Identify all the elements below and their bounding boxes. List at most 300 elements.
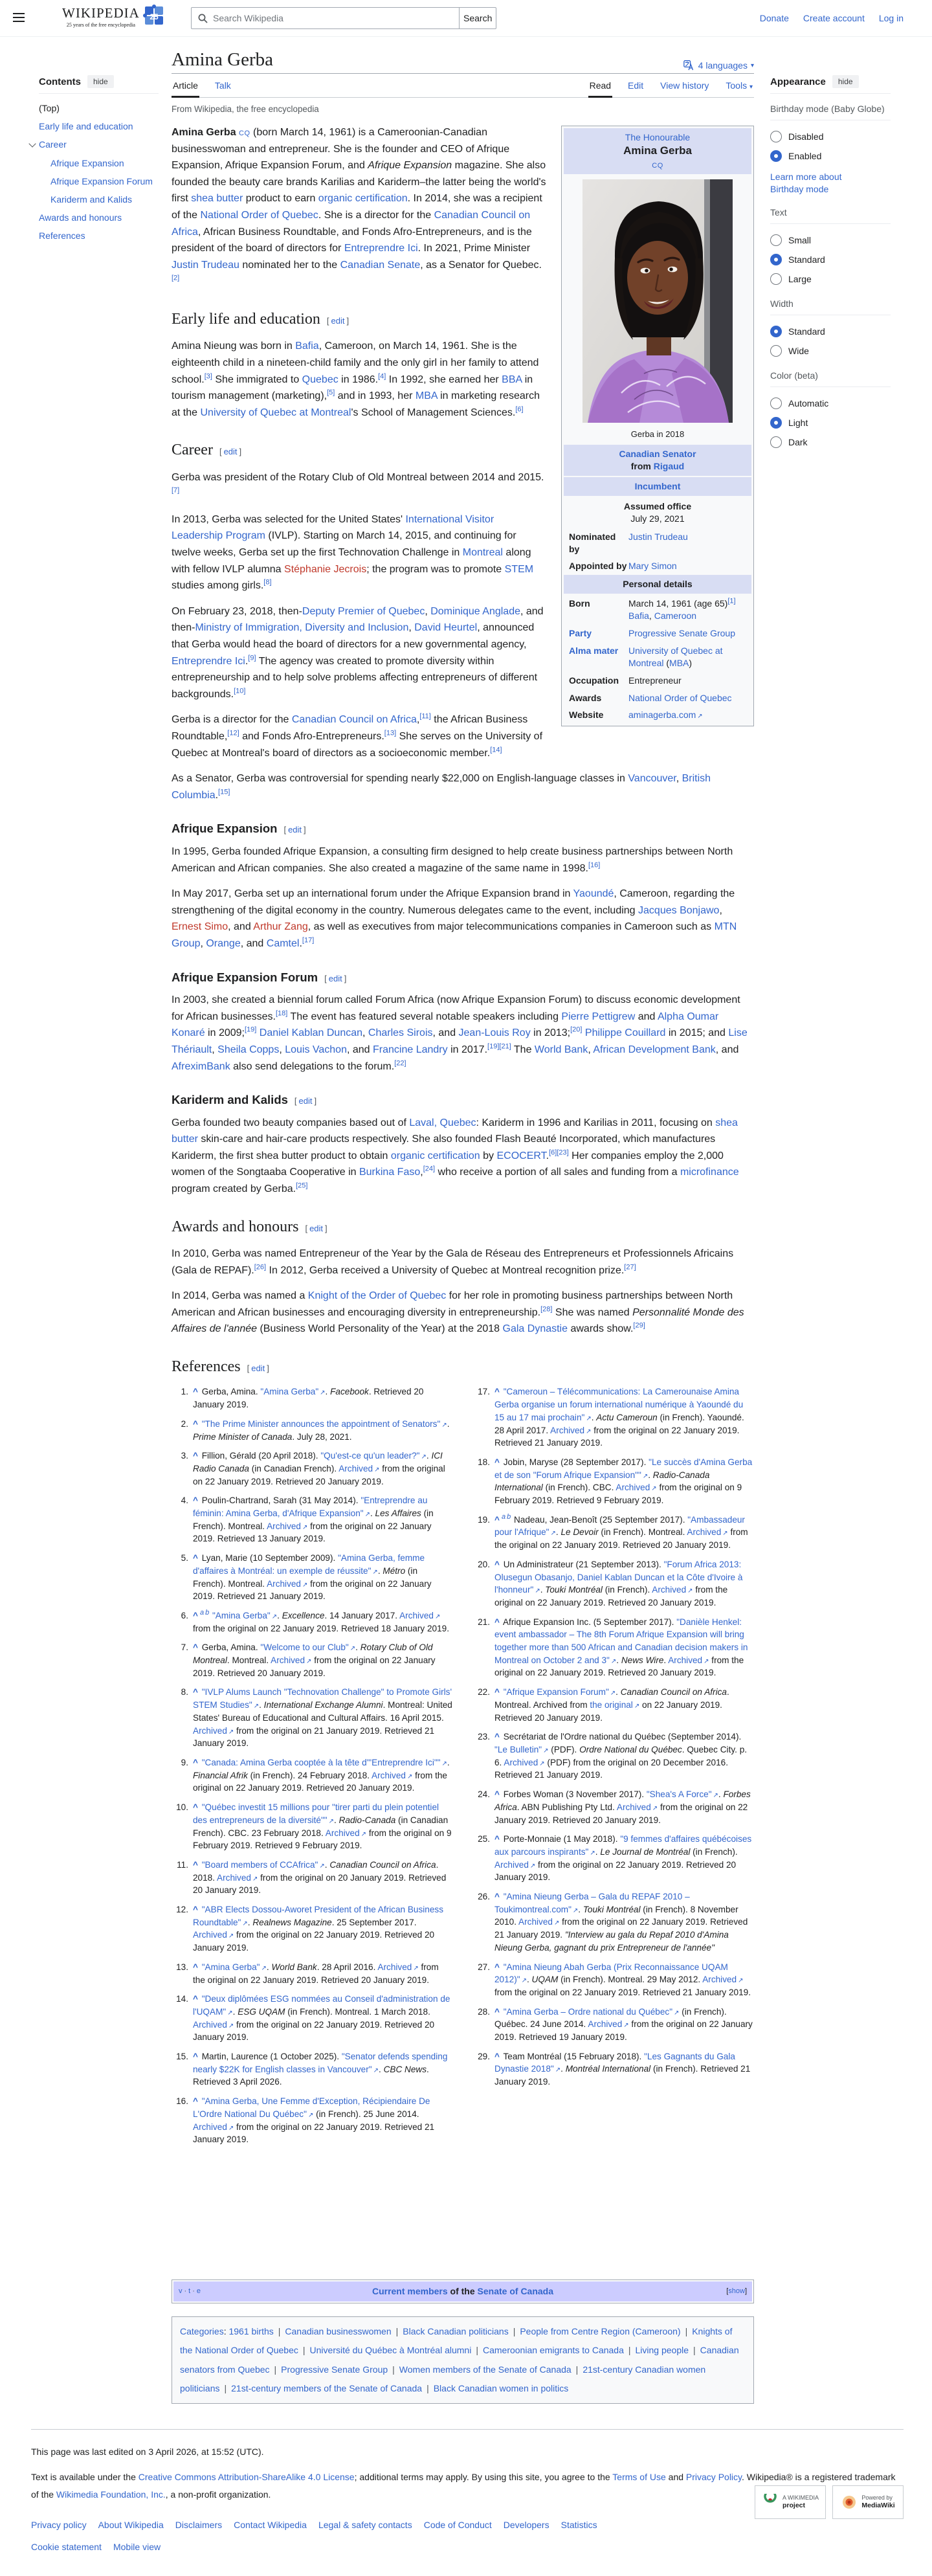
ref-backlink[interactable]: b [205, 1609, 210, 1617]
category-link[interactable]: Université du Québec à Montréal alumni [309, 2345, 472, 2356]
edit-link[interactable]: edit [223, 447, 238, 457]
wiki-link[interactable]: MBA [415, 390, 438, 402]
wiki-link[interactable]: International Visitor Leadership Program [172, 513, 494, 542]
ref-marker-link[interactable]: [6] [515, 405, 524, 414]
header-link-log-in[interactable]: Log in [878, 13, 904, 23]
external-link[interactable]: "Amina Gerba – Ordre national du Québec" ↗ [503, 2006, 680, 2017]
footer-link-statistics[interactable]: Statistics [560, 2520, 597, 2531]
ref-backlink[interactable]: ^ [193, 1802, 198, 1813]
ref-backlink[interactable]: ^ [193, 1387, 198, 1397]
ref-marker-link[interactable]: [15] [218, 788, 230, 796]
wiki-link[interactable]: Privacy Policy [685, 2472, 742, 2482]
edit-link[interactable]: edit [288, 825, 302, 835]
ref-backlink[interactable]: ^ [494, 1892, 500, 1902]
ref-marker-link[interactable]: [11] [419, 713, 431, 721]
external-link-icon: ↗ [674, 2009, 680, 2017]
wiki-link[interactable]: Sheila Copps [217, 1044, 280, 1055]
wiki-link[interactable]: Justin Trudeau [628, 531, 688, 542]
reference-number: 7. [181, 1642, 188, 1653]
ref-backlink[interactable]: ^ [193, 1994, 198, 2004]
reference-text: ^ Gerba, Amina. "Welcome to our Club" ↗. Rotary Club of Old Montreal. Montreal. Archived ↗ from the original on 22 January 2019. Retrieved 20 January 2019. [193, 1642, 436, 1678]
ref-backlink[interactable]: ^ [494, 1457, 500, 1467]
sidebar-item-afrique-expansion-forum[interactable] [39, 172, 159, 190]
wiki-link[interactable]: Mary Simon [628, 561, 677, 572]
ref-backlink[interactable]: ^ [193, 1495, 198, 1506]
infobox-honorific[interactable]: The Honourable [625, 132, 691, 142]
category-link[interactable]: Black Canadian women in politics [433, 2382, 569, 2393]
wiki-link[interactable]: World Bank [534, 1044, 588, 1055]
wiki-link[interactable]: National Order of Quebec [628, 692, 732, 703]
tab-read[interactable]: Read [588, 75, 612, 98]
radio-option-light[interactable] [770, 413, 891, 432]
ref-marker-link[interactable]: [3] [204, 372, 212, 381]
categories-label-link[interactable]: Categories [180, 2325, 224, 2336]
ref-backlink[interactable]: ^ [193, 1553, 198, 1563]
radio-button[interactable] [770, 398, 782, 409]
sidebar-item-early-life-and-education[interactable] [39, 117, 159, 135]
portrait-photo[interactable] [564, 175, 751, 427]
reference-item [473, 2006, 754, 2044]
ref-marker-link[interactable]: [17] [302, 936, 315, 945]
radio-option-wide[interactable] [770, 341, 891, 361]
external-link[interactable]: "Shea's A Force" ↗ [646, 1789, 718, 1800]
external-link[interactable]: "Le Bulletin" ↗ [494, 1744, 549, 1754]
navbox-e-link[interactable]: e [196, 2287, 201, 2295]
ref-marker-link[interactable]: [6] [549, 1148, 557, 1157]
ref-backlink[interactable]: ^ [494, 2006, 500, 2017]
ref-marker-link[interactable]: [2] [172, 274, 180, 283]
ref-backlink[interactable]: ^ [193, 2096, 198, 2107]
external-link[interactable]: "Canada: Amina Gerba cooptée à la tête d'"Entreprendre Ici"" ↗ [201, 1757, 447, 1767]
appearance-learn-more-link[interactable]: Learn more about Birthday mode [770, 171, 842, 195]
wiki-link[interactable]: Justin Trudeau [172, 259, 239, 271]
ref-marker-link[interactable]: [14] [490, 746, 502, 754]
footer-link-code-of-conduct[interactable]: Code of Conduct [423, 2520, 492, 2531]
category-link[interactable]: Living people [635, 2345, 689, 2356]
external-link[interactable]: Archived ↗ [217, 1872, 258, 1883]
external-link[interactable]: Archived ↗ [267, 1578, 308, 1589]
category-link[interactable]: 21st-century members of the Senate of Canada [231, 2382, 423, 2393]
reference-number: 26. [478, 1892, 490, 1902]
category-link[interactable]: Canadian senators from Quebec [180, 2345, 739, 2375]
category-link[interactable]: Knights of the National Order of Quebec [180, 2325, 733, 2356]
wikipedia-logo[interactable] [62, 5, 166, 30]
radio-option-small[interactable] [770, 230, 891, 250]
edit-link[interactable]: edit [251, 1363, 265, 1374]
external-link[interactable]: Archived ↗ [702, 1975, 744, 1985]
external-link[interactable]: "Le succès d'Amina Gerba et de son "Forum Afrique Expansion"" ↗ [494, 1457, 753, 1480]
radio-button[interactable] [770, 131, 782, 142]
search-button[interactable]: Search [459, 7, 496, 29]
external-link[interactable]: Archived ↗ [687, 1527, 728, 1538]
ref-marker-link[interactable]: [4] [378, 372, 386, 381]
radio-button[interactable] [770, 234, 782, 246]
external-link[interactable]: "Amina Gerba" ↗ [260, 1387, 326, 1397]
external-link[interactable]: "Amina Nieung Gerba – Gala du REPAF 2010 – Toukimontreal.com" ↗ [494, 1892, 690, 1914]
wiki-link[interactable]: Camtel [266, 937, 300, 949]
external-link[interactable]: Archived ↗ [377, 1962, 419, 1972]
wiki-link[interactable]: National Order of Quebec [200, 209, 318, 221]
search-input[interactable] [191, 7, 460, 29]
edit-link[interactable]: edit [298, 1096, 313, 1106]
radio-button[interactable] [770, 345, 782, 357]
category-link[interactable]: People from Centre Region (Cameroon) [520, 2325, 681, 2336]
external-link[interactable]: Archived ↗ [193, 1930, 234, 1940]
infobox-row-label[interactable]: Alma mater [569, 645, 619, 656]
ref-backlink[interactable]: ^ [193, 1642, 198, 1653]
external-link[interactable]: "Entreprendre au féminin: Amina Gerba, d'Afrique Expansion" ↗ [193, 1495, 428, 1519]
wiki-link[interactable]: Quebec [302, 374, 338, 385]
tab-tools[interactable]: Tools ▾ [726, 80, 753, 91]
external-link[interactable]: "Forum Africa 2013: Olusegun Obasanjo, Daniel Kablan Duncan et la Côte d'Ivoire à l'honneur" ↗ [494, 1559, 743, 1595]
external-link[interactable]: "Amina Gerba, femme d'affaires à Montréal: un exemple de réussite" ↗ [193, 1553, 425, 1576]
wiki-link[interactable]: Alpha Oumar Konaré [172, 1011, 719, 1039]
external-link[interactable]: "Amina Gerba, Une Femme d'Exception, Récipiendaire De L'Ordre National Du Québec" ↗ [193, 2096, 430, 2119]
wiki-link[interactable]: Canadian Council on Africa [291, 714, 417, 726]
wiki-link[interactable]: David Heurtel [414, 622, 478, 634]
external-link[interactable]: "IVLP Alums Launch "Technovation Challenge" to Promote Girls' STEM Studies" ↗ [193, 1687, 452, 1710]
ref-marker-link[interactable]: [22] [394, 1059, 406, 1068]
wiki-link[interactable]: Entreprendre Ici [344, 243, 418, 254]
wiki-link[interactable]: shea butter [191, 193, 243, 205]
ref-backlink[interactable]: ^ [494, 1789, 500, 1800]
radio-button[interactable] [770, 254, 782, 265]
wiki-link[interactable]: Cameroon [654, 610, 697, 622]
wiki-link[interactable]: Wikimedia Foundation, Inc. [56, 2489, 166, 2500]
wiki-link[interactable]: Lise Thériault [172, 1027, 748, 1055]
external-link[interactable]: "Danièle Henkel: event ambassador – The 8th Forum Afrique Expansion will bring together more than 500 African and Canadian decision makers in Montreal on October 2 and 3" ↗ [494, 1617, 748, 1665]
wiki-link[interactable]: microfinance [680, 1167, 739, 1178]
ref-marker-link[interactable]: [27] [624, 1263, 636, 1271]
external-link[interactable]: Archived ↗ [518, 1917, 560, 1927]
external-link[interactable]: "Deux diplômées ESG nommées au Conseil d'administration de l'UQAM" ↗ [193, 1994, 450, 2017]
header-link-donate[interactable]: Donate [759, 13, 789, 23]
wiki-link[interactable]: Orange [206, 937, 241, 949]
ref-marker-link[interactable]: [29] [633, 1322, 645, 1330]
category-link[interactable]: Canadian businesswomen [285, 2325, 392, 2336]
infobox-office-link[interactable]: Canadian Senator [619, 449, 696, 460]
ref-backlink[interactable]: ^ [494, 1617, 500, 1627]
reference-text: ^ "Afrique Expansion Forum" ↗. Canadian Council on Africa. Montreal. Archived from the original ↗ on 22 January 2019. Retrieved 20 January 2019. [494, 1687, 729, 1723]
external-link[interactable]: "Québec investit 15 millions pour "tirer parti du plein potentiel des entrepreneurs de la diversité"" ↗ [193, 1802, 439, 1825]
wiki-link[interactable]: MBA [669, 657, 689, 668]
external-link[interactable]: "Ambassadeur pour l'Afrique" ↗ [494, 1514, 745, 1538]
ref-marker-link[interactable]: [8] [263, 578, 272, 587]
tab-edit[interactable]: Edit [628, 80, 644, 91]
wiki-link[interactable]: Philippe Couillard [584, 1027, 666, 1039]
wiki-link[interactable]: Yaoundé [573, 888, 614, 900]
wiki-link[interactable]: shea butter [172, 1117, 738, 1145]
ref-backlink[interactable]: ^ [494, 1387, 500, 1397]
ref-marker-link[interactable]: [9] [248, 654, 256, 662]
external-link[interactable]: Archived ↗ [504, 1757, 545, 1767]
wiki-link[interactable]: Daniel Kablan Duncan [259, 1027, 363, 1039]
ref-marker-link[interactable]: [19] [244, 1025, 257, 1034]
infobox-row-party [564, 625, 751, 642]
external-link[interactable]: "Amina Nieung Abah Gerba (Prix Reconnaissance UQAM 2012)" ↗ [494, 1962, 728, 1985]
footer-link-legal-safety-contacts[interactable]: Legal & safety contacts [318, 2520, 412, 2531]
external-link[interactable]: Archived ↗ [267, 1521, 308, 1531]
header-link-create-account[interactable]: Create account [803, 13, 865, 23]
wiki-link[interactable]: Jean-Louis Roy [458, 1027, 531, 1039]
edit-link[interactable]: edit [309, 1223, 324, 1233]
ref-backlink[interactable]: ^ [193, 1905, 198, 1915]
languages-button[interactable]: 4 languages ▾ [683, 60, 754, 71]
wiki-link[interactable]: Louis Vachon [285, 1044, 347, 1055]
contents-hide-button[interactable]: hide [87, 75, 114, 88]
radio-button[interactable] [770, 273, 782, 285]
wiki-link[interactable]: Canadian Council on Africa [172, 209, 531, 238]
edit-link[interactable]: edit [331, 315, 345, 326]
appearance-hide-button[interactable]: hide [832, 75, 859, 88]
category-link[interactable]: Black Canadian politicians [403, 2325, 509, 2336]
category-link[interactable]: Progressive Senate Group [281, 2364, 388, 2375]
external-link[interactable]: Archived ↗ [588, 2019, 629, 2030]
footer-link-contact-wikipedia[interactable]: Contact Wikipedia [234, 2520, 307, 2531]
sidebar-item-afrique-expansion[interactable] [39, 154, 159, 172]
ref-marker-link[interactable]: [16] [588, 861, 601, 869]
radio-option-standard[interactable] [770, 322, 891, 341]
section-edit [305, 1224, 327, 1233]
wiki-link[interactable]: Francine Landry [373, 1044, 448, 1055]
wiki-link[interactable]: organic certification [318, 193, 408, 205]
chevron-down-icon[interactable] [28, 140, 36, 148]
external-link[interactable]: "Senator defends spending nearly $22K for English classes in Vancouver" ↗ [193, 2052, 448, 2074]
ref-marker [263, 579, 271, 587]
wiki-link[interactable]: ECOCERT [496, 1150, 546, 1161]
ref-backlink[interactable]: ^ [193, 1451, 198, 1461]
ref-backlink[interactable]: b [507, 1513, 511, 1521]
show-link[interactable]: show [728, 2287, 745, 2295]
ref-marker-link[interactable]: [20] [570, 1025, 582, 1034]
external-link[interactable]: aminagerba.com ↗ [628, 710, 703, 721]
ref-marker-link[interactable]: [5] [327, 388, 335, 397]
category-link[interactable]: 21st-century Canadian women politicians [180, 2364, 706, 2393]
wiki-link[interactable]: Charles Sirois [368, 1027, 433, 1039]
wiki-link[interactable]: Burkina Faso [359, 1167, 421, 1178]
external-link[interactable]: "Welcome to our Club" ↗ [260, 1642, 356, 1653]
ref-marker-link[interactable]: [1] [727, 597, 736, 605]
wiki-link[interactable]: AfreximBank [172, 1060, 230, 1072]
footer-link-cookie-statement[interactable]: Cookie statement [31, 2542, 102, 2553]
ref-backlink[interactable]: ^ [494, 1962, 500, 1972]
external-link[interactable]: "Board members of CCAfrica" ↗ [201, 1859, 325, 1870]
ref-backlink[interactable]: ^ [494, 1514, 500, 1525]
wiki-link[interactable]: Senate of Canada [477, 2286, 554, 2297]
external-link-icon: ↗ [722, 1530, 728, 1538]
postnominal-link[interactable]: CQ [239, 129, 250, 137]
external-link[interactable]: "Afrique Expansion Forum" ↗ [503, 1687, 616, 1697]
wiki-link[interactable]: Dominique Anglade [430, 605, 520, 617]
external-link[interactable]: Archived ↗ [325, 1828, 367, 1838]
wikimedia-badge[interactable]: A WIKIMEDIA project [755, 2485, 826, 2519]
reference-text: ^ "The Prime Minister announces the appointment of Senators" ↗. Prime Minister of Canada. July 28, 2021. [193, 1418, 450, 1442]
wiki-link[interactable]: organic certification [390, 1150, 480, 1161]
radio-option-enabled[interactable] [770, 146, 891, 166]
external-link[interactable]: Archived ↗ [372, 1770, 413, 1780]
footer-link-developers[interactable]: Developers [503, 2520, 549, 2531]
ref-backlink[interactable]: ^ [193, 1757, 198, 1767]
ref-backlink[interactable]: ^ [193, 1962, 198, 1972]
wiki-link[interactable]: Pierre Pettigrew [561, 1011, 636, 1022]
sidebar-item-career[interactable] [39, 135, 159, 153]
wiki-link[interactable]: MTN Group [172, 921, 737, 949]
wiki-link[interactable]: Gala Dynastie [502, 1323, 568, 1335]
red-link[interactable]: Ernest Simo [172, 921, 228, 933]
italic-text: Métro [383, 1565, 406, 1576]
radio-option-disabled[interactable] [770, 127, 891, 146]
wiki-link[interactable]: BBA [502, 374, 522, 385]
external-link[interactable]: Archived ↗ [550, 1425, 592, 1435]
wiki-link[interactable]: Creative Commons Attribution-ShareAlike 4.0 License [138, 2472, 355, 2482]
wiki-link[interactable]: Canadian Senate [340, 259, 421, 271]
ref-backlink[interactable]: a [501, 1513, 506, 1521]
categories-box: Categories: 1961 births | Canadian businesswomen | Black Canadian politicians | People from Centre Region (Cameroon) | Knights of the National Order of Quebec | Université du Québec à Montréal alumni | Cameroonian emigrants to Canada | Living people | Canadian senators from Quebec | Progressive Senate Group | Women members of the Senate of Canada | 21st-century Canadian women politicians | 21st-century members of the Senate of Canada | Black Canadian women in politics [172, 2316, 754, 2404]
ref-backlink[interactable]: ^ [494, 1559, 500, 1569]
wiki-link[interactable]: STEM [504, 563, 534, 575]
external-link[interactable]: Archived ↗ [616, 1802, 658, 1812]
italic-text: Les Affaires [375, 1508, 421, 1519]
infobox-incumbent-link[interactable]: Incumbent [634, 480, 681, 491]
infobox-postnominal[interactable]: CQ [652, 161, 663, 170]
ref-backlink[interactable]: ^ [494, 2051, 500, 2061]
tab-talk[interactable]: Talk [214, 80, 231, 91]
sidebar-item--top-[interactable] [39, 99, 159, 117]
wiki-link[interactable]: University of Quebec at Montreal [200, 407, 351, 418]
footer-link-about-wikipedia[interactable]: About Wikipedia [98, 2520, 164, 2531]
tab-article[interactable]: Article [172, 75, 199, 98]
wiki-link[interactable]: Current members [372, 2286, 448, 2297]
wiki-link[interactable]: Knight of the Order of Quebec [307, 1290, 447, 1302]
references-column [473, 1385, 754, 2094]
wiki-link[interactable]: British Columbia [172, 773, 711, 801]
wiki-link[interactable]: African Development Bank [593, 1044, 716, 1055]
wiki-link[interactable]: Bafia [295, 341, 319, 352]
external-link[interactable]: Archived ↗ [652, 1585, 693, 1595]
external-link[interactable]: Archived ↗ [616, 1483, 657, 1493]
red-link[interactable]: Stéphanie Jecrois [284, 563, 367, 575]
external-link[interactable]: "Amina Gerba" ↗ [201, 1962, 267, 1972]
external-link[interactable]: Archived ↗ [193, 1725, 234, 1736]
footer-link-disclaimers[interactable]: Disclaimers [175, 2520, 223, 2531]
reference-text: ^ Gerba, Amina. "Amina Gerba" ↗. Facebook. Retrieved 20 January 2019. [193, 1387, 424, 1410]
navbox-v-link[interactable]: v [179, 2287, 183, 2295]
ref-marker-link[interactable]: [10] [234, 687, 246, 695]
ref-marker-link[interactable]: [12] [227, 729, 239, 737]
sidebar-item-references[interactable] [39, 227, 159, 245]
category-link[interactable]: 1961 births [228, 2325, 274, 2336]
external-link[interactable]: "ABR Elects Dossou-Aworet President of the African Business Roundtable" ↗ [193, 1905, 444, 1927]
external-link[interactable]: "Les Gagnants du Gala Dynastie 2018" ↗ [494, 2051, 735, 2074]
external-link[interactable]: "Amina Gerba" ↗ [212, 1610, 278, 1620]
ref-backlink[interactable]: ^ [193, 1859, 198, 1870]
external-link[interactable]: Archived ↗ [271, 1655, 312, 1666]
radio-button[interactable] [770, 326, 782, 337]
radio-button[interactable] [770, 417, 782, 429]
radio-option-standard[interactable] [770, 250, 891, 269]
ref-marker-link[interactable]: [26] [254, 1263, 267, 1271]
external-link[interactable]: Archived ↗ [399, 1610, 441, 1620]
infobox-row-value: March 14, 1961 (age 65)[1] Bafia, Cameroon [628, 597, 736, 622]
infobox-row-label[interactable]: Party [569, 627, 592, 638]
radio-button[interactable] [770, 436, 782, 448]
menu-icon[interactable] [13, 13, 25, 22]
external-link[interactable]: "Qu'est-ce qu'un leader?" ↗ [320, 1451, 427, 1461]
ref-backlink[interactable]: ^ [494, 1687, 500, 1697]
external-link[interactable]: Archived ↗ [193, 2019, 234, 2030]
reference-number: 13. [176, 1962, 188, 1972]
wiki-link[interactable]: University of Quebec at Montreal [628, 645, 723, 668]
wiki-link[interactable]: Vancouver [628, 773, 676, 785]
mediawiki-badge[interactable]: Powered by MediaWiki [832, 2485, 904, 2519]
ref-marker-link[interactable]: [19] [487, 1042, 500, 1051]
ref-marker-link[interactable]: [28] [540, 1305, 553, 1314]
sidebar-item-kariderm-and-kalids[interactable] [39, 190, 159, 208]
radio-option-automatic[interactable] [770, 394, 891, 413]
ref-backlink[interactable]: ^ [193, 1610, 198, 1620]
ref-marker-link[interactable]: [13] [384, 729, 397, 737]
ref-backlink[interactable]: ^ [193, 2052, 198, 2062]
ref-backlink[interactable]: a [199, 1609, 205, 1617]
radio-button[interactable] [770, 150, 782, 162]
external-link[interactable]: "Cameroun – Télécommunications: La Camerounaise Amina Gerba organise un forum international numérique à Yaoundé du 15 au 17 mai prochain" ↗ [494, 1387, 744, 1422]
external-link[interactable]: Archived ↗ [193, 2122, 234, 2132]
wiki-link[interactable]: Bafia [628, 610, 649, 622]
external-link-icon: ↗ [697, 713, 703, 721]
ref-marker-link[interactable]: [18] [275, 1009, 288, 1018]
wiki-link[interactable]: Deputy Premier of Quebec [302, 605, 425, 617]
ref-marker-link[interactable]: [7] [172, 486, 180, 495]
radio-option-dark[interactable] [770, 432, 891, 452]
wiki-link[interactable]: Progressive Senate Group [628, 627, 735, 638]
sidebar-item-awards-and-honours[interactable] [39, 208, 159, 227]
bracket: [ [219, 447, 222, 457]
ref-marker-link[interactable]: [21] [499, 1042, 511, 1051]
wiki-link[interactable]: Laval, Quebec [409, 1117, 476, 1128]
external-link[interactable]: "9 femmes d'affaires québécoises aux parcours inspirants" ↗ [494, 1834, 752, 1857]
ref-backlink[interactable]: ^ [193, 1687, 198, 1697]
external-link[interactable]: "The Prime Minister announces the appointment of Senators" ↗ [201, 1418, 447, 1429]
external-link[interactable]: Archived ↗ [494, 1859, 536, 1870]
footer-link-mobile-view[interactable]: Mobile view [113, 2542, 161, 2553]
reference-text: ^ Poulin-Chartrand, Sarah (31 May 2014). "Entreprendre au féminin: Amina Gerba, d'Afrique Expansion" ↗. Les Affaires (in French). Montreal. Archived ↗ from the original on 22 January 2019. Retrieved 13 January 2019. [193, 1495, 434, 1544]
italic-text: Montréal International [565, 2064, 651, 2074]
wiki-link[interactable]: Montreal [462, 547, 503, 559]
external-link[interactable]: Archived ↗ [338, 1463, 380, 1473]
footer-link-privacy-policy[interactable]: Privacy policy [31, 2520, 87, 2531]
wiki-link[interactable]: Entreprendre Ici [172, 655, 245, 667]
infobox-district-link[interactable]: Rigaud [653, 461, 685, 472]
red-link[interactable]: Arthur Zang [253, 921, 308, 933]
ref-marker-link[interactable]: [25] [296, 1182, 308, 1190]
ref-backlink[interactable]: ^ [494, 1834, 500, 1844]
external-link[interactable]: Archived ↗ [668, 1655, 709, 1665]
tab-view-history[interactable]: View history [660, 80, 709, 91]
external-link[interactable]: the original ↗ [590, 1699, 640, 1710]
edit-link[interactable]: edit [328, 973, 342, 983]
wiki-link[interactable]: Ministry of Immigration, Diversity and Inclusion [195, 622, 409, 634]
navbox-t-link[interactable]: t [188, 2287, 191, 2295]
ref-backlink[interactable]: ^ [494, 1732, 500, 1742]
wiki-link[interactable]: Jacques Bonjawo [638, 904, 720, 916]
ref-marker-link[interactable]: [23] [557, 1148, 569, 1157]
category-link[interactable]: Cameroonian emigrants to Canada [482, 2345, 624, 2356]
wiki-link[interactable]: Terms of Use [612, 2472, 666, 2482]
radio-option-large[interactable] [770, 269, 891, 289]
category-link[interactable]: Women members of the Senate of Canada [399, 2364, 571, 2375]
ref-marker-link[interactable]: [24] [423, 1165, 436, 1174]
ref-backlink[interactable]: ^ [193, 1418, 198, 1429]
